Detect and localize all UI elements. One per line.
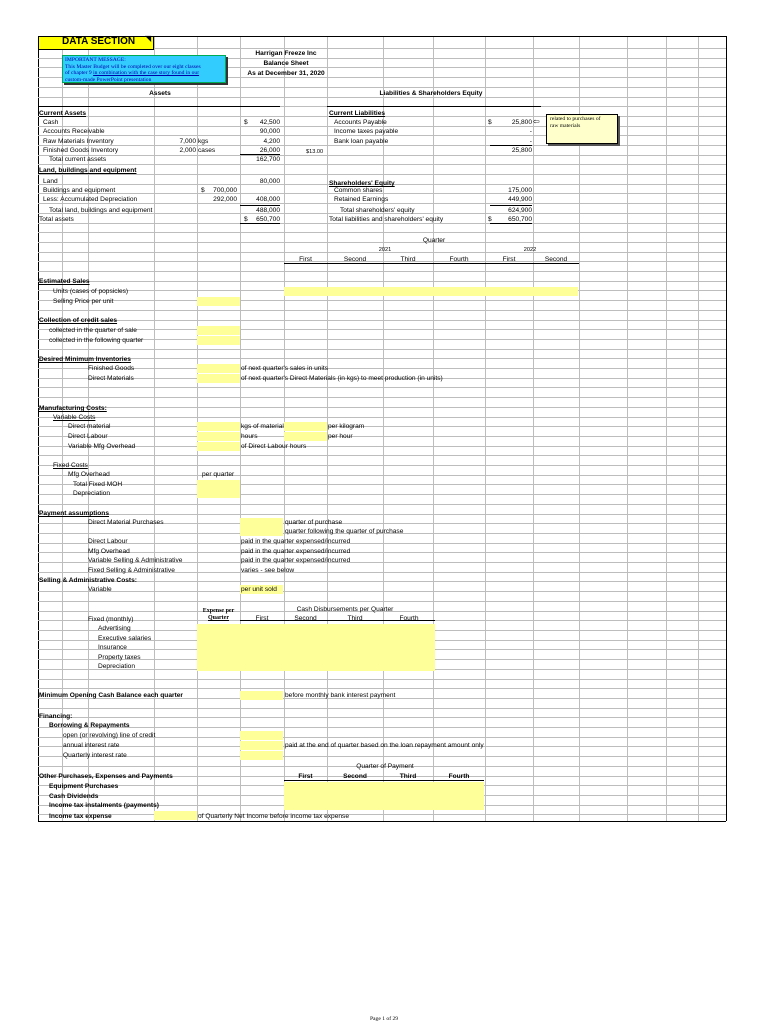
dm-unit: kgs of material: [241, 423, 284, 430]
annual-rate-desc: paid at the end of quarter based on the loan repayment amount only: [285, 742, 484, 749]
estimated-sales-title: Estimated Sales: [39, 278, 90, 285]
sga-title: Selling & Administrative Costs:: [39, 577, 137, 584]
input-tax-expense[interactable]: [154, 811, 197, 820]
total-moh-label: Total Fixed MOH: [73, 481, 123, 488]
other-q-3: Third: [399, 773, 417, 780]
section-title: DATA SECTION: [62, 36, 136, 47]
pay-vsa-desc: paid in the quarter expensed/incurred: [241, 557, 351, 564]
cash-label: Cash: [43, 119, 59, 126]
pay-moh-label: Mfg Overhead: [88, 548, 130, 555]
rm-label: Raw Materials Inventory: [43, 138, 114, 145]
se-label: Shareholders' Equity: [329, 180, 395, 187]
grid-row-line: [38, 281, 726, 282]
fixed-costs-label: Fixed Costs: [53, 462, 88, 469]
tax-expense-desc: of Quarterly Net Income before income tax expense: [198, 813, 349, 820]
input-price[interactable]: [197, 297, 240, 306]
price-label: Selling Price per unit: [53, 298, 114, 305]
payments-title: Payment assumptions: [39, 510, 109, 517]
sga-q-1: First: [255, 615, 269, 622]
cash-value: 42,500: [259, 119, 280, 126]
expense-per-label: Expense per: [202, 608, 235, 614]
other-title: Other Purchases, Expenses and Payments: [39, 773, 173, 780]
total-cl-value: 25,800: [511, 147, 532, 154]
grid-row-line: [38, 242, 726, 243]
cash-dollar: $: [244, 119, 248, 126]
grid-row-line: [38, 601, 726, 602]
input-loc[interactable]: [240, 731, 283, 740]
grid-column-line: [383, 36, 384, 821]
itp-label: Income taxes payable: [334, 128, 399, 135]
pay-fsa-desc: varies - see below: [241, 567, 295, 574]
grid-row-line: [38, 591, 726, 592]
grid-row-line: [38, 494, 726, 495]
other-q-1: First: [298, 773, 313, 780]
grid-row-line: [38, 727, 726, 728]
q-header-5: First: [502, 256, 516, 263]
grid-row-line: [38, 581, 726, 582]
year-2022: 2022: [523, 247, 537, 253]
rm-qty: 7,000: [179, 138, 196, 145]
dmp-desc-1: quarter of purchase: [285, 519, 343, 526]
tax-expense-label: Income tax expense: [49, 813, 112, 820]
company-name: Harrigan Freeze Inc: [255, 50, 317, 57]
vmoh-unit: of Direct Labour hours: [241, 443, 307, 450]
sga-q-3: Third: [347, 615, 363, 622]
land-value: 80,000: [259, 178, 280, 185]
total-assets-label: Total assets: [39, 216, 74, 223]
total-current-value: 162,700: [256, 156, 280, 163]
input-quarterly-rate[interactable]: [240, 751, 283, 760]
sga-item-advertising: Advertising: [98, 625, 131, 632]
sga-q-2: Second: [294, 615, 317, 622]
statement-date: As at December 31, 2020: [247, 70, 325, 77]
financing-title: Financing:: [39, 713, 73, 720]
grid-row-line: [38, 397, 726, 398]
important-message: IMPORTANT MESSAGE: This Master Budget will be completed over our eight classes of chapter 9 in combination with the case story found in our custom-made PowerPoint presentation: [62, 55, 226, 83]
quarterly-rate-label: Quarterly interest rate: [63, 752, 127, 759]
inv-dm-desc: of next quarter's Direct Materials (in kgs) to meet production (in units): [241, 375, 443, 382]
dmp-desc-2: quarter following the quarter of purchase: [285, 528, 404, 535]
input-collect-same[interactable]: [197, 326, 240, 335]
q-header-6: Second: [544, 256, 568, 263]
grid-row-line: [38, 814, 726, 815]
input-dl-rate[interactable]: [284, 432, 327, 441]
statement-name: Balance Sheet: [263, 60, 309, 67]
dividends-label: Cash Dividends: [49, 793, 99, 800]
common-value: 175,000: [508, 187, 532, 194]
grid-row-line: [38, 174, 726, 175]
grid-row-line: [38, 387, 726, 388]
grid-column-line: [726, 36, 727, 821]
total-assets-value: 650,700: [256, 216, 280, 223]
moh-label: Mfg Overhead: [68, 471, 110, 478]
retained-value: 449,900: [508, 196, 532, 203]
title-corner-icon: ◥: [145, 34, 152, 43]
grid-row-line: [38, 271, 726, 272]
fg-value: 26,000: [259, 147, 280, 154]
dm-rate-label: per kilogram: [328, 423, 365, 430]
current-assets-label: Current Assets: [39, 110, 87, 117]
grid-row-line: [38, 358, 726, 359]
bldg-dollar: $: [201, 187, 205, 194]
inv-fg-label: Finished Goods: [88, 365, 135, 372]
ap-value: 25,800: [511, 119, 532, 126]
ap-label: Accounts Payable: [334, 119, 387, 126]
grid-row-line: [38, 446, 726, 447]
pay-vsa-label: Variable Selling & Administrative: [88, 557, 183, 564]
year-2021: 2021: [378, 247, 392, 253]
retained-label: Retained Earnings: [334, 196, 389, 203]
grid-row-line: [38, 310, 726, 311]
grid-row-line: [38, 543, 726, 544]
other-q-2: Second: [343, 773, 367, 780]
grid-row-line: [38, 320, 726, 321]
bank-value: -: [529, 138, 532, 145]
total-le-dollar: $: [488, 216, 492, 223]
total-se-label: Total shareholders' equity: [340, 207, 415, 214]
input-collect-following[interactable]: [197, 336, 240, 345]
bldg-label: Buildings and equipment: [43, 187, 116, 194]
bank-label: Bank loan payable: [334, 138, 389, 145]
lbe-label: Land, buildings and equipment: [39, 167, 137, 174]
loc-label: open (or revolving) line of credit: [63, 732, 156, 739]
q-header-1: First: [299, 256, 312, 263]
grid-row-line: [38, 717, 726, 718]
pay-dl-desc: paid in the quarter expensed/incurred: [241, 538, 351, 545]
border-line: [38, 106, 280, 107]
dl-unit: hours: [241, 433, 258, 440]
comment-note[interactable]: related to purchases of raw materials: [546, 114, 618, 144]
rm-value: 4,200: [263, 138, 280, 145]
ar-value: 90,000: [259, 128, 280, 135]
grid-row-line: [38, 552, 726, 553]
units-label: Units (cases of popsicles): [53, 288, 129, 295]
ar-label: Accounts Receivable: [43, 128, 105, 135]
page-footer: Page 1 of 29: [369, 1016, 399, 1022]
liabilities-header: Liabilities & Shareholders Equity: [379, 90, 483, 97]
grid-row-line: [38, 368, 726, 369]
q-header-3: Third: [400, 256, 416, 263]
collection-title: Collection of credit sales: [39, 317, 118, 324]
grid-row-line: [38, 504, 726, 505]
input-depreciation[interactable]: [197, 489, 240, 498]
fg-unit: cases: [198, 147, 216, 154]
pay-moh-desc: paid in the quarter expensed/incurred: [241, 548, 351, 555]
sga-variable-label: Variable: [88, 586, 112, 593]
sga-q-4: Fourth: [399, 615, 419, 622]
input-dmp-2[interactable]: [240, 527, 283, 536]
current-liabilities-label: Current Liabilities: [329, 110, 386, 117]
itp-value: -: [529, 128, 532, 135]
bldg-value: 700,000: [213, 187, 237, 194]
grid-row-line: [38, 329, 726, 330]
expense-quarter-label: Quarter: [208, 615, 229, 621]
grid-row-line: [38, 688, 726, 689]
grid-row-line: [38, 87, 726, 88]
grid-row-line: [38, 164, 726, 165]
input-annual-rate[interactable]: [240, 741, 283, 750]
grid-row-line: [38, 679, 726, 680]
dl-rate-label: per hour: [328, 433, 353, 440]
sga-item-property-taxes: Property taxes: [98, 654, 141, 661]
grid-column-line: [698, 36, 699, 821]
sga-item-salaries: Executive salaries: [98, 635, 152, 642]
input-dm-kgs[interactable]: [197, 422, 240, 431]
min-cash-desc: before monthly bank interest payment: [285, 692, 396, 699]
input-min-cash[interactable]: [240, 691, 283, 700]
ap-dollar: $: [488, 119, 492, 126]
pay-dl-label: Direct Labour: [88, 538, 128, 545]
fg-label: Finished Goods Inventory: [43, 147, 119, 154]
grid-column-line: [627, 36, 628, 821]
vmoh-label: Variable Mfg Overhead: [68, 443, 136, 450]
min-cash-label: Minimum Opening Cash Balance each quarter: [39, 692, 183, 699]
grid-column-line: [579, 36, 580, 821]
manufacturing-title: Manufacturing Costs:: [39, 405, 107, 412]
input-inv-dm[interactable]: [197, 374, 240, 383]
tax-instalments-label: Income tax instalments (payments): [49, 802, 159, 809]
note-arrow-icon: ⇦: [533, 117, 540, 126]
land-label: Land: [43, 178, 58, 185]
input-inv-fg[interactable]: [197, 364, 240, 373]
rm-unit: kgs: [198, 138, 209, 145]
borrowing-label: Borrowing & Repayments: [49, 722, 130, 729]
total-current-label: Total current assets: [49, 156, 107, 163]
collect-same-label: collected in the quarter of sale: [49, 327, 137, 334]
total-se-value: 624,900: [508, 207, 532, 214]
grid-column-line: [485, 36, 486, 821]
grid-row-line: [38, 426, 726, 427]
grid-row-line: [38, 708, 726, 709]
common-label: Common shares: [334, 187, 383, 194]
input-dm-rate[interactable]: [284, 422, 327, 431]
assets-header: Assets: [149, 90, 171, 97]
grid-column-line: [433, 36, 434, 821]
depreciation-label: Depreciation: [73, 490, 111, 497]
fg-qty: 2,000: [179, 147, 196, 154]
grid-column-line: [38, 36, 39, 821]
grid-row-line: [38, 349, 726, 350]
annual-rate-label: annual interest rate: [63, 742, 120, 749]
grid-column-line: [533, 36, 534, 821]
qop-label: Quarter of Payment: [356, 763, 414, 770]
fg-unit-cost: $13.00: [306, 149, 324, 155]
total-lbe-label: Total land, buildings and equipment: [49, 207, 153, 214]
grid-row-line: [38, 756, 726, 757]
grid-row-line: [38, 232, 726, 233]
dmp-label: Direct Material Purchases: [88, 519, 164, 526]
variable-costs-label: Variable Costs: [53, 414, 96, 421]
input-dmp-1[interactable]: [240, 518, 283, 527]
dep-label: Less: Accumulated Depreciation: [43, 196, 138, 203]
sga-fixed-label: Fixed (monthly): [88, 616, 134, 623]
inv-fg-desc: of next quarter's sales in units: [241, 365, 329, 372]
sga-variable-desc: per unit sold: [241, 586, 277, 593]
pay-fsa-label: Fixed Selling & Administrative: [88, 567, 175, 574]
dl-label: Direct Labour: [68, 433, 108, 440]
moh-rate-label: per quarter: [202, 471, 235, 478]
dm-label: Direct material: [68, 423, 111, 430]
inv-dm-label: Direct Materials: [88, 375, 134, 382]
grid-row-line: [38, 436, 726, 437]
grid-column-line: [666, 36, 667, 821]
input-vmoh[interactable]: [197, 442, 240, 451]
q-header-2: Second: [343, 256, 367, 263]
input-dl-hours[interactable]: [197, 432, 240, 441]
total-le-value: 650,700: [508, 216, 532, 223]
input-units[interactable]: [284, 287, 578, 296]
quarter-label: Quarter: [422, 237, 446, 244]
cash-disb-label: Cash Disbursements per Quarter: [296, 606, 394, 613]
grid-row-line: [38, 407, 726, 408]
net-bldg-value: 408,000: [256, 196, 280, 203]
dep-value: 292,000: [213, 196, 237, 203]
total-le-label: Total liabilities and shareholders' equity: [329, 216, 444, 223]
total-lbe-value: 488,000: [256, 207, 280, 214]
collect-following-label: collected in the following quarter: [49, 337, 144, 344]
input-sga-fixed[interactable]: [197, 624, 435, 671]
grid-row-line: [38, 514, 726, 515]
grid-row-line: [38, 455, 726, 456]
grid-row-line: [38, 155, 726, 156]
sga-item-depreciation: Depreciation: [98, 663, 136, 670]
total-assets-dollar: $: [244, 216, 248, 223]
grid-row-line: [38, 484, 726, 485]
sga-item-insurance: Insurance: [98, 644, 127, 651]
other-q-4: Fourth: [448, 773, 470, 780]
grid-row-line: [38, 475, 726, 476]
border-line: [38, 821, 726, 822]
grid-row-line: [38, 465, 726, 466]
border-line: [327, 106, 541, 107]
q-header-4: Fourth: [449, 256, 469, 263]
inventories-title: Desired Minimum Inventories: [39, 356, 131, 363]
input-other-payments[interactable]: [284, 782, 484, 810]
grid-row-line: [38, 300, 726, 301]
equip-label: Equipment Purchases: [49, 783, 119, 790]
grid-row-line: [38, 417, 726, 418]
